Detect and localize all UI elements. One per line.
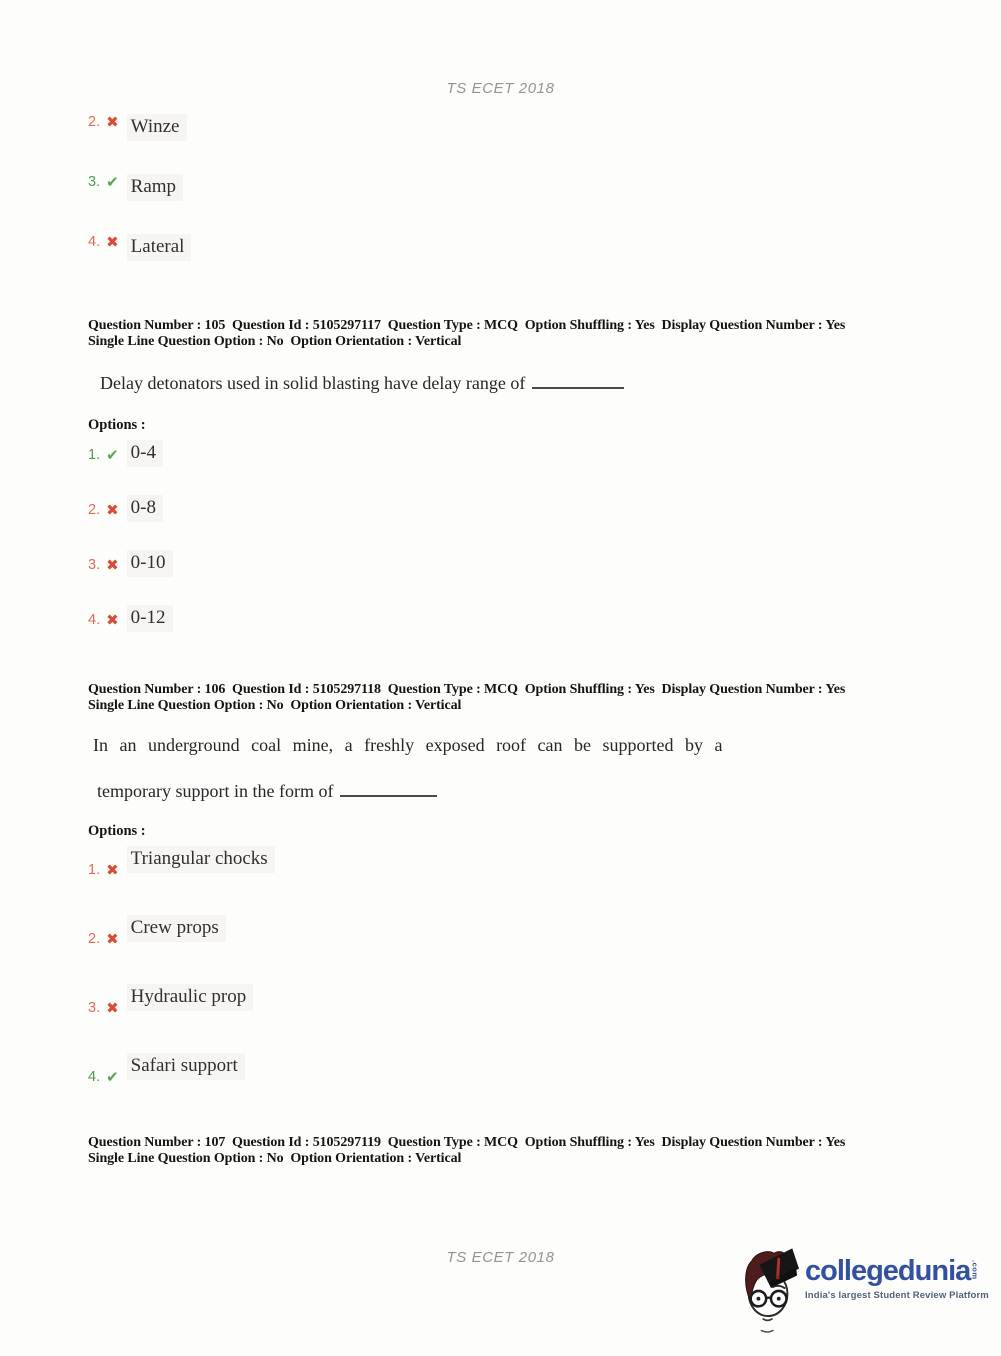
option-label: Hydraulic prop [127, 984, 254, 1011]
page-header-watermark: TS ECET 2018 [446, 80, 555, 97]
options-list [88, 846, 900, 1096]
option-row [88, 440, 900, 468]
question-text-line2: temporary support in the form of [97, 779, 900, 803]
options-heading: Options : [88, 823, 146, 839]
option-number: 1. [88, 862, 101, 878]
options-list [88, 440, 900, 633]
question-meta-line1: Question Number : 106 Question Id : 5105297118 Question Type : MCQ Option Shuffling : Yes Display Question Number : Yes [88, 682, 846, 697]
option-number: 4. [88, 1069, 101, 1085]
brand-tld: .com [970, 1260, 980, 1280]
answer-blank [340, 783, 437, 797]
option-row [88, 114, 191, 150]
option-label: 0-12 [127, 605, 173, 632]
option-row [88, 984, 900, 1027]
question-meta-line1: Question Number : 107 Question Id : 5105297119 Question Type : MCQ Option Shuffling : Yes Display Question Number : Yes [88, 1135, 846, 1150]
question-block-105 [88, 318, 900, 660]
brand-wordmark: collegedunia [805, 1255, 971, 1287]
option-label: Crew props [127, 915, 226, 942]
page-footer-watermark: TS ECET 2018 [446, 1249, 555, 1266]
brand-tagline: India's largest Student Review Platform [805, 1290, 989, 1301]
option-number: 2. [88, 114, 101, 130]
option-number: 1. [88, 447, 101, 463]
cross-icon: ✖ [106, 112, 119, 131]
option-number: 3. [88, 557, 101, 573]
cross-icon: ✖ [106, 555, 119, 574]
cross-icon: ✖ [106, 860, 119, 879]
option-number: 2. [88, 931, 101, 947]
option-number: 4. [88, 234, 101, 250]
carryover-options-list [88, 114, 191, 294]
collegedunia-logo [742, 1243, 989, 1335]
option-label: 0-8 [127, 495, 163, 522]
option-row [88, 915, 900, 958]
option-number: 2. [88, 502, 101, 518]
cross-icon: ✖ [106, 500, 119, 519]
question-meta-line2: Single Line Question Option : No Option Orientation : Vertical [88, 697, 462, 713]
cross-icon: ✖ [106, 610, 119, 629]
option-label: 0-4 [127, 440, 163, 467]
check-icon: ✔ [106, 445, 119, 464]
question-text: Delay detonators used in solid blasting have delay range of [100, 371, 900, 395]
option-label: Ramp [127, 174, 183, 201]
option-number: 3. [88, 1000, 101, 1016]
cross-icon: ✖ [106, 998, 119, 1017]
option-label: Lateral [127, 234, 192, 261]
question-text-line1: In an underground coal mine, a freshly exposed roof can be supported by a [93, 735, 723, 755]
cross-icon: ✖ [106, 929, 119, 948]
option-label: Safari support [127, 1053, 245, 1080]
option-number: 4. [88, 612, 101, 628]
check-icon: ✔ [106, 1067, 119, 1086]
question-block-107 [88, 1135, 900, 1166]
cross-icon: ✖ [106, 232, 119, 251]
question-meta-line2: Single Line Question Option : No Option Orientation : Vertical [88, 333, 462, 349]
question-meta-line1: Question Number : 105 Question Id : 5105297117 Question Type : MCQ Option Shuffling : Yes Display Question Number : Yes [88, 318, 846, 333]
option-row [88, 846, 900, 889]
options-heading: Options : [88, 417, 146, 433]
option-row [88, 234, 191, 270]
option-row [88, 174, 191, 210]
mascot-icon [742, 1243, 800, 1335]
option-row [88, 495, 900, 523]
option-label: Winze [127, 114, 187, 141]
option-row [88, 1053, 900, 1096]
question-meta-line2: Single Line Question Option : No Option Orientation : Vertical [88, 1150, 462, 1166]
option-row [88, 605, 900, 633]
question-block-106 [88, 682, 900, 1122]
check-icon: ✔ [106, 172, 119, 191]
option-label: 0-10 [127, 550, 173, 577]
answer-blank [532, 375, 624, 389]
option-row [88, 550, 900, 578]
option-number: 3. [88, 174, 101, 190]
option-label: Triangular chocks [127, 846, 275, 873]
